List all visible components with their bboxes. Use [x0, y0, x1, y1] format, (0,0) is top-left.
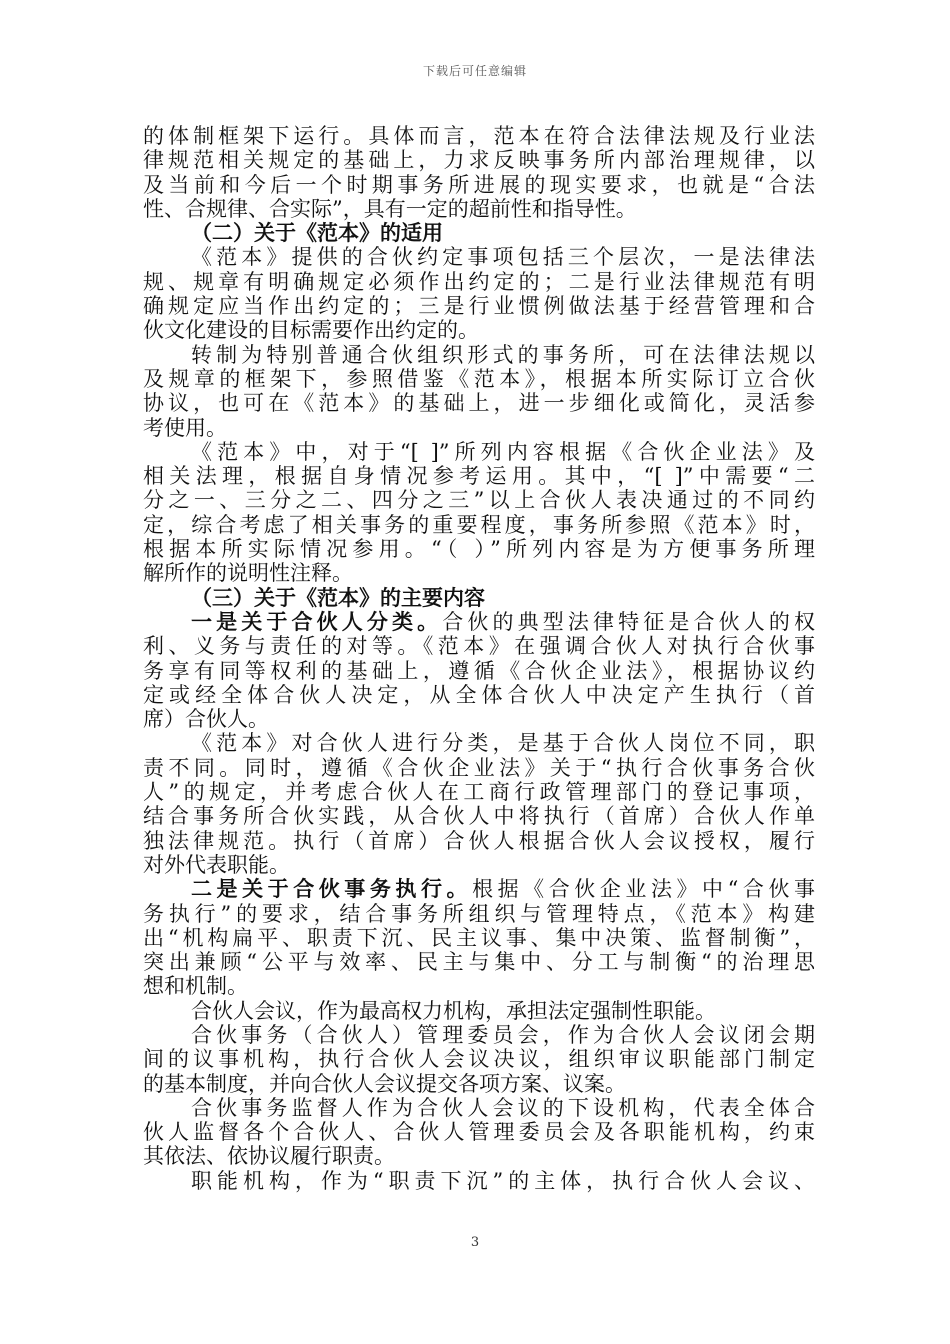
line-text: 《范本》中，对于“[ ]”所列内容根据《合伙企业法》及	[191, 439, 815, 464]
text-line	[143, 197, 815, 221]
text-line	[143, 756, 815, 780]
text-line	[143, 367, 815, 391]
text-line	[143, 416, 815, 440]
text-line	[143, 829, 815, 853]
line-text: 《范本》提供的合伙约定事项包括三个层次，一是法律法	[191, 245, 815, 270]
text-line	[143, 1169, 815, 1193]
line-text: 出“机构扁平、职责下沉、民主议事、集中决策、监督制衡”，	[143, 925, 815, 950]
text-line	[143, 1023, 815, 1047]
line-text: 务享有同等权利的基础上，遵循《合伙企业法》，根据协议约	[143, 658, 815, 683]
line-text: 间的议事机构，执行合伙人会议决议，组织审议职能部门制定	[143, 1047, 815, 1072]
page-number: 3	[470, 1235, 480, 1250]
line-text: 合伙事务（合伙人）管理委员会，作为合伙人会议闭会期	[191, 1022, 815, 1047]
line-text: 合伙的典型法律特征是合伙人的权	[442, 609, 815, 634]
line-text: 协议，也可在《范本》的基础上，进一步细化或简化，灵活参	[143, 391, 815, 416]
text-line	[143, 659, 815, 683]
line-text: 责不同。同时，遵循《合伙企业法》关于“执行合伙事务合伙	[143, 755, 815, 780]
text-line	[143, 1120, 815, 1144]
text-line	[143, 488, 815, 512]
text-line	[143, 391, 815, 415]
line-text: 伙文化建设的目标需要作出约定的。	[143, 318, 479, 343]
text-line	[143, 926, 815, 950]
line-text: （二）关于《范本》的适用	[191, 221, 443, 246]
text-line	[143, 1047, 815, 1071]
line-text: 根据《合伙企业法》中“合伙事	[472, 877, 815, 902]
line-text: 独法律规范。执行（首席）合伙人根据合伙人会议授权，履行	[143, 828, 815, 853]
line-text: 席）合伙人。	[143, 707, 269, 732]
text-line	[143, 561, 815, 585]
line-text: 确规定应当作出约定的；三是行业惯例做法基于经营管理和合	[143, 294, 815, 319]
text-line	[143, 1072, 815, 1096]
line-text: 根据本所实际情况参用。“（ ）”所列内容是为方便事务所理	[143, 537, 815, 562]
line-text: 定或经全体合伙人决定，从全体合伙人中决定产生执行（首	[143, 682, 815, 707]
bold-lead: 二是关于合伙事务执行。	[191, 877, 473, 902]
line-text: 其依法、依协议履行职责。	[143, 1144, 395, 1169]
line-text: 务执行”的要求，结合事务所组织与管理特点，《范本》构建	[143, 901, 815, 926]
document-body	[143, 124, 815, 1193]
line-text: 利、义务与责任的对等。《范本》在强调合伙人对执行合伙事	[143, 634, 815, 659]
line-text: 结合事务所合伙实践，从合伙人中将执行（首席）合伙人作单	[143, 804, 815, 829]
text-line	[143, 683, 815, 707]
text-line	[143, 950, 815, 974]
text-line	[143, 1096, 815, 1120]
text-line	[143, 513, 815, 537]
text-line	[143, 610, 815, 634]
line-text: 的基本制度，并向合伙人会议提交各项方案、议案。	[143, 1071, 626, 1096]
line-text: 定，综合考虑了相关事务的重要程度，事务所参照《范本》时，	[143, 512, 815, 537]
line-text: 突出兼顾“公平与效率、民主与集中、分工与制衡“的治理思	[143, 950, 815, 975]
text-line	[143, 318, 815, 342]
text-line	[143, 731, 815, 755]
line-text: 性、合规律、合实际”，具有一定的超前性和指导性。	[143, 196, 637, 221]
line-text: 对外代表职能。	[143, 852, 290, 877]
line-text: 及规章的框架下，参照借鉴《范本》，根据本所实际订立合伙	[143, 366, 815, 391]
section-heading	[143, 586, 815, 610]
line-text: 考使用。	[143, 415, 227, 440]
line-text: 分之一、三分之二、四分之三”以上合伙人表决通过的不同约	[143, 488, 815, 513]
line-text: 合伙人会议，作为最高权力机构，承担法定强制性职能。	[191, 998, 716, 1023]
text-line	[143, 343, 815, 367]
text-line	[143, 173, 815, 197]
text-line	[143, 124, 815, 148]
line-text: 伙人监督各个合伙人、合伙人管理委员会及各职能机构，约束	[143, 1120, 815, 1145]
text-line	[143, 634, 815, 658]
text-line	[143, 877, 815, 901]
line-text: 的体制框架下运行。具体而言，范本在符合法律法规及行业法	[143, 124, 815, 148]
text-line	[143, 440, 815, 464]
line-text: 职能机构，作为“职责下沉”的主体，执行合伙人会议、	[191, 1168, 815, 1193]
bold-lead: 一是关于合伙人分类。	[191, 609, 443, 634]
text-line	[143, 148, 815, 172]
text-line	[143, 707, 815, 731]
text-line	[143, 974, 815, 998]
text-line	[143, 245, 815, 269]
text-line	[143, 537, 815, 561]
line-text: 及当前和今后一个时期事务所进展的现实要求，也就是“合法	[143, 172, 815, 197]
line-text: 转制为特别普通合伙组织形式的事务所，可在法律法规以	[191, 342, 815, 367]
text-line	[143, 294, 815, 318]
line-text: 想和机制。	[143, 974, 248, 999]
line-text: 相关法理，根据自身情况参考运用。其中，“[ ]”中需要“二	[143, 464, 815, 489]
line-text: 规、规章有明确规定必须作出约定的；二是行业法律规范有明	[143, 269, 815, 294]
line-text: 《范本》对合伙人进行分类，是基于合伙人岗位不同，职	[191, 731, 815, 756]
text-line	[143, 1144, 815, 1168]
text-line	[143, 999, 815, 1023]
line-text: 人”的规定，并考虑合伙人在工商行政管理部门的登记事项，	[143, 780, 815, 805]
line-text: （三）关于《范本》的主要内容	[191, 585, 485, 610]
line-text: 解所作的说明性注释。	[143, 561, 353, 586]
page-header: 下载后可任意编辑	[422, 64, 527, 78]
text-line	[143, 853, 815, 877]
text-line	[143, 780, 815, 804]
text-line	[143, 464, 815, 488]
section-heading	[143, 221, 815, 245]
line-text: 合伙事务监督人作为合伙人会议的下设机构，代表全体合	[191, 1095, 815, 1120]
text-line	[143, 902, 815, 926]
text-line	[143, 270, 815, 294]
text-line	[143, 804, 815, 828]
line-text: 律规范相关规定的基础上，力求反映事务所内部治理规律，以	[143, 148, 815, 173]
